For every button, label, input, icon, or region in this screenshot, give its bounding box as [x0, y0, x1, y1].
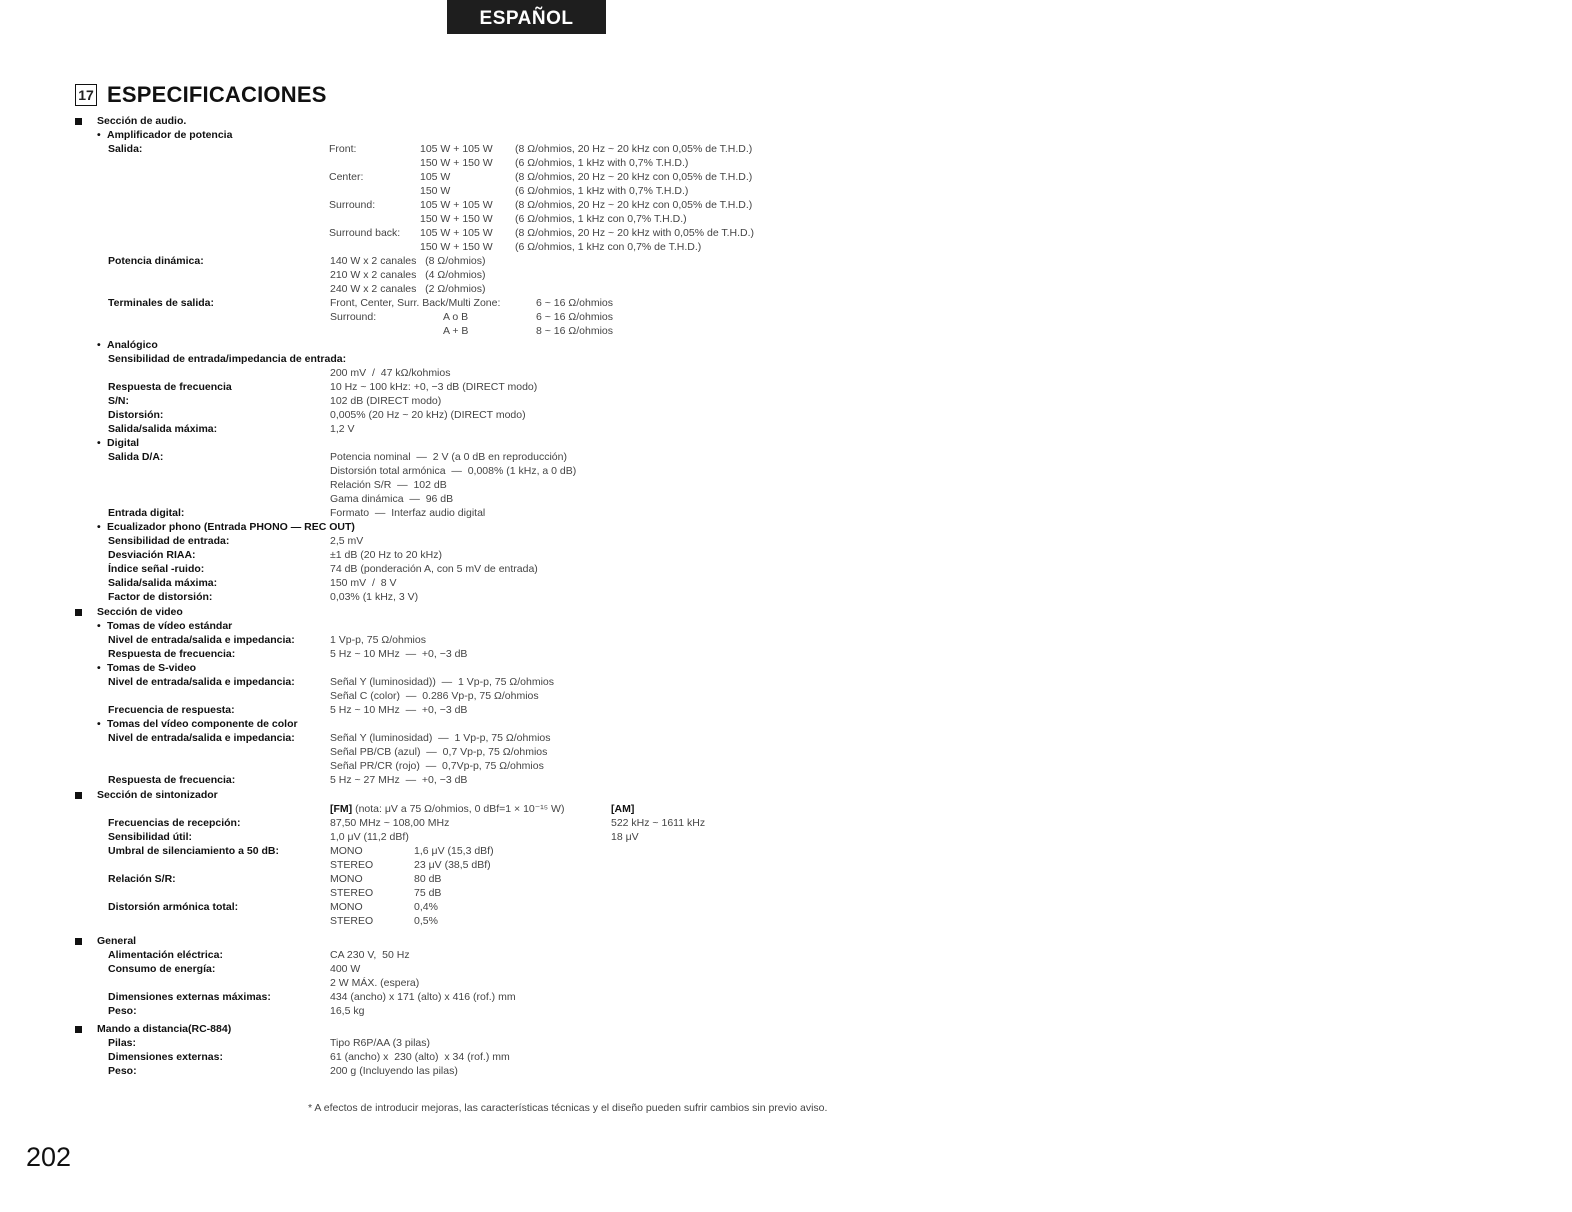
bullet-square-icon	[75, 792, 82, 799]
spec-row: A + B 8 ~ 16 Ω/ohmios	[443, 325, 614, 337]
spec-row: Center: 105 W (8 Ω/ohmios, 20 Hz ~ 20 kHz con 0,05% de T.H.D.)	[329, 171, 753, 183]
bullet-square-icon	[75, 118, 82, 125]
spec-row: Surround: 105 W + 105 W (8 Ω/ohmios, 20 Hz ~ 20 kHz con 0,05% de T.H.D.)	[329, 199, 753, 211]
spec-row: Sensibilidad útil: 1,0 μV (11,2 dBf) 18 μV	[108, 831, 639, 843]
bullet-square-icon	[75, 938, 82, 945]
spec-row: Salida D/A: Potencia nominal — 2 V (a 0 dB en reproducción)	[108, 451, 567, 463]
spec-row: Relación S/R: MONO 80 dB	[108, 873, 442, 885]
digital-subheading: • Digital	[97, 437, 140, 449]
spec-row: Surround: A o B 6 ~ 16 Ω/ohmios	[330, 311, 614, 323]
general-section-heading: General	[0, 934, 1000, 948]
spec-row: 150 W + 150 W (6 Ω/ohmios, 1 kHz con 0,7% T.H.D.)	[420, 213, 687, 225]
spec-row: Factor de distorsión: 0,03% (1 kHz, 3 V)	[108, 591, 419, 603]
spec-row: Respuesta de frecuencia: 5 Hz ~ 10 MHz — +0, −3 dB	[108, 648, 468, 660]
spec-row: Frecuencias de recepción: 87,50 MHz ~ 108,00 MHz 522 kHz ~ 1611 kHz	[108, 817, 706, 829]
spec-row: Terminales de salida: Front, Center, Surr. Back/Multi Zone: 6 ~ 16 Ω/ohmios	[108, 297, 614, 309]
spec-row: Sensibilidad de entrada: 2,5 mV	[108, 535, 364, 547]
language-tab: ESPAÑOL	[447, 0, 606, 34]
spec-row: Señal PB/CB (azul) — 0,7 Vp-p, 75 Ω/ohmios	[330, 746, 548, 758]
amp-subheading: • Amplificador de potencia	[97, 129, 233, 141]
bullet-square-icon	[75, 1026, 82, 1033]
spec-row: Nivel de entrada/salida e impedancia: 1 Vp-p, 75 Ω/ohmios	[108, 634, 426, 646]
std-video-subheading: • Tomas de vídeo estándar	[97, 620, 233, 632]
video-section-heading: Sección de video	[0, 605, 1000, 619]
spec-row: Índice señal -ruido: 74 dB (ponderación A, con 5 mV de entrada)	[108, 563, 538, 575]
spec-row: [FM] (nota: μV a 75 Ω/ohmios, 0 dBf=1 × 10⁻¹⁵ W) [AM]	[330, 803, 635, 815]
spec-row: Respuesta de frecuencia 10 Hz ~ 100 kHz: +0, −3 dB (DIRECT modo)	[108, 381, 538, 393]
component-subheading: • Tomas del vídeo componente de color	[97, 718, 298, 730]
bullet-square-icon	[75, 609, 82, 616]
spec-row: Salida/salida máxima: 1,2 V	[108, 423, 355, 435]
audio-section-heading: Sección de audio.	[0, 114, 1000, 128]
footnote: * A efectos de introducir mejoras, las características técnicas y el diseño pueden sufrir cambios sin previo aviso.	[308, 1102, 828, 1114]
spec-row: Pilas: Tipo R6P/AA (3 pilas)	[108, 1037, 430, 1049]
spec-row: Gama dinámica — 96 dB	[330, 493, 454, 505]
spec-row: Peso: 200 g (Incluyendo las pilas)	[108, 1065, 458, 1077]
spec-row: Salida/salida máxima: 150 mV / 8 V	[108, 577, 397, 589]
spec-row: 240 W x 2 canales (2 Ω/ohmios)	[330, 283, 486, 295]
analog-subheading: • Analógico	[97, 339, 158, 351]
spec-row: Desviación RIAA: ±1 dB (20 Hz to 20 kHz)	[108, 549, 442, 561]
spec-row: 150 W + 150 W (6 Ω/ohmios, 1 kHz with 0,7% T.H.D.)	[420, 157, 689, 169]
spec-row: Frecuencia de respuesta: 5 Hz ~ 10 MHz — +0, −3 dB	[108, 704, 468, 716]
spec-row: STEREO 0,5%	[330, 915, 438, 927]
spec-row: Distorsión total armónica — 0,008% (1 kHz, a 0 dB)	[330, 465, 577, 477]
spec-row: Distorsión: 0,005% (20 Hz ~ 20 kHz) (DIRECT modo)	[108, 409, 526, 421]
spec-row: Nivel de entrada/salida e impedancia: Señal Y (luminosidad)) — 1 Vp-p, 75 Ω/ohmios	[108, 676, 554, 688]
spec-row: STEREO 23 μV (38,5 dBf)	[330, 859, 491, 871]
page-number: 202	[26, 1142, 72, 1172]
spec-row: Potencia dinámica: 140 W x 2 canales (8 Ω/ohmios)	[108, 255, 486, 267]
spec-row: Entrada digital: Formato — Interfaz audio digital	[108, 507, 486, 519]
remote-section-heading: Mando a distancia(RC-884)	[0, 1022, 1000, 1036]
spec-row: Consumo de energía: 400 W	[108, 963, 361, 975]
spec-row: Respuesta de frecuencia: 5 Hz ~ 27 MHz — +0, −3 dB	[108, 774, 468, 786]
spec-row: Relación S/R — 102 dB	[330, 479, 447, 491]
svideo-subheading: • Tomas de S-video	[97, 662, 197, 674]
spec-row: Peso: 16,5 kg	[108, 1005, 365, 1017]
spec-row: 150 W + 150 W (6 Ω/ohmios, 1 kHz con 0,7% de T.H.D.)	[420, 241, 702, 253]
spec-row: Dimensiones externas: 61 (ancho) x 230 (alto) x 34 (rof.) mm	[108, 1051, 510, 1063]
spec-row: Nivel de entrada/salida e impedancia: Señal Y (luminosidad) — 1 Vp-p, 75 Ω/ohmios	[108, 732, 551, 744]
spec-row: 2 W MÁX. (espera)	[330, 977, 420, 989]
spec-row: 210 W x 2 canales (4 Ω/ohmios)	[330, 269, 486, 281]
spec-row: Señal PR/CR (rojo) — 0,7Vp-p, 75 Ω/ohmios	[330, 760, 544, 772]
spec-row: 150 W (6 Ω/ohmios, 1 kHz with 0,7% T.H.D.)	[420, 185, 689, 197]
spec-row: 200 mV / 47 kΩ/kohmios	[330, 367, 451, 379]
phono-subheading: • Ecualizador phono (Entrada PHONO — REC OUT)	[97, 521, 355, 533]
spec-row: Dimensiones externas máximas: 434 (ancho) x 171 (alto) x 416 (rof.) mm	[108, 991, 516, 1003]
page-title: ESPECIFICACIONES	[107, 82, 327, 107]
spec-row: Surround back: 105 W + 105 W (8 Ω/ohmios, 20 Hz ~ 20 kHz with 0,05% de T.H.D.)	[329, 227, 755, 239]
spec-row: S/N: 102 dB (DIRECT modo)	[108, 395, 442, 407]
spec-row: Salida: Front: 105 W + 105 W (8 Ω/ohmios, 20 Hz ~ 20 kHz con 0,05% de T.H.D.)	[108, 143, 753, 155]
spec-row: Sensibilidad de entrada/impedancia de entrada:	[108, 353, 347, 365]
section-number: 17	[75, 84, 97, 106]
spec-row: Alimentación eléctrica: CA 230 V, 50 Hz	[108, 949, 410, 961]
spec-row: Umbral de silenciamiento a 50 dB: MONO 1,6 μV (15,3 dBf)	[108, 845, 494, 857]
spec-row: Señal C (color) — 0.286 Vp-p, 75 Ω/ohmios	[330, 690, 539, 702]
tuner-section-heading: Sección de sintonizador	[0, 788, 1000, 802]
spec-row: Distorsión armónica total: MONO 0,4%	[108, 901, 438, 913]
spec-list	[0, 114, 1000, 1078]
spec-row: STEREO 75 dB	[330, 887, 442, 899]
section-heading	[75, 82, 327, 108]
